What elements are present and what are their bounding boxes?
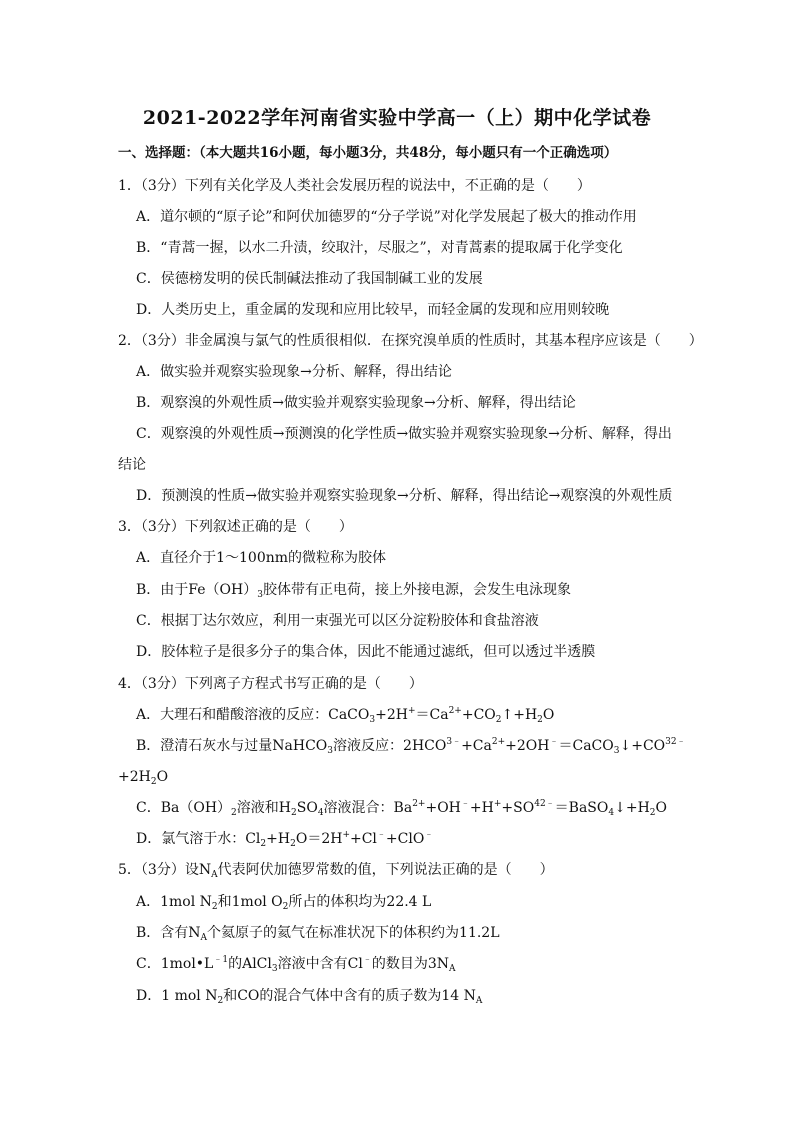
question-2-option-a: A．做实验并观察实验现象→分析、解释，得出结论 (136, 364, 452, 380)
section-heading: 一、选择题：（本大题共16小题，每小题3分，共48分，每小题只有一个正确选项） (118, 145, 618, 161)
question-2-option-c: C．观察溴的外观性质→预测溴的化学性质→做实验并观察实验现象→分析、解释，得出 (136, 426, 672, 442)
question-3-option-c: C．根据丁达尔效应，利用一束强光可以区分淀粉胶体和食盐溶液 (136, 613, 539, 629)
question-1-option-a: A．道尔顿的“原子论”和阿伏加德罗的“分子学说”对化学发展起了极大的推动作用 (136, 209, 637, 225)
question-3-stem: 3．（3分）下列叙述正确的是（ ） (118, 519, 353, 535)
question-2-option-b: B．观察溴的外观性质→做实验并观察实验现象→分析、解释，得出结论 (136, 395, 576, 411)
question-1-stem: 1．（3分）下列有关化学及人类社会发展历程的说法中，不正确的是（ ） (118, 178, 591, 194)
question-4-option-c: C．$Ba(OH)_2$溶液和$H_2SO_4$溶液混合：$Ba^{2+}+OH^﹣+H^++SO^{42﹣}=BaSO_4↓+H_2O$ (136, 799, 667, 818)
question-3-option-a: A．直径介于1～100nm的微粒称为胶体 (136, 550, 387, 566)
question-4-option-d: D．氯气溶于水：$Cl_2+H_2O=2H^++Cl^﹣+ClO^﹣$ (136, 830, 434, 849)
question-5-option-c: C．$1mol•L^{﹣1}$的AlCl$_3$溶液中含有Cl﹣的数目为$3N_A$ (136, 955, 456, 974)
question-5-option-d: D．1 mol $N_2$和CO的混合气体中含有的质子数为14 $N_A$ (136, 988, 483, 1006)
question-1-option-d: D．人类历史上，重金属的发现和应用比较早，而轻金属的发现和应用则较晚 (136, 302, 610, 318)
question-4-option-b-wrap: $+2H_2O$ (118, 769, 169, 787)
question-4-option-a: A．大理石和醋酸溶液的反应：$CaCO_3+2H^+=Ca^{2+}+CO_2↑+H_2O$ (136, 706, 555, 725)
question-5-option-b: B．含有$N_A$个氦原子的氦气在标准状况下的体积约为11.2L (136, 925, 500, 943)
question-1-option-c: C．侯德榜发明的侯氏制碱法推动了我国制碱工业的发展 (136, 271, 483, 287)
exam-title: 2021-2022学年河南省实验中学高一（上）期中化学试卷 (142, 107, 652, 129)
question-3-option-d: D．胶体粒子是很多分子的集合体，因此不能通过滤纸，但可以透过半透膜 (136, 644, 596, 660)
question-4-stem: 4．（3分）下列离子方程式书写正确的是（ ） (118, 676, 423, 692)
question-4-option-b: B．澄清石灰水与过量NaHCO$_3$溶液反应：$2HCO^{3﹣}+Ca^{2+}+2OH^﹣=CaCO_3↓+CO^{32﹣}$ (136, 737, 686, 756)
question-5-option-a: A．1mol $N_2$和1mol $O_2$所占的体积均为22.4 L (136, 894, 432, 912)
question-2-option-d: D．预测溴的性质→做实验并观察实验现象→分析、解释，得出结论→观察溴的外观性质 (136, 488, 673, 504)
question-1-option-b: B．“青蒿一握，以水二升渍，绞取汁，尽服之”，对青蒿素的提取属于化学变化 (136, 240, 623, 256)
question-2-stem: 2．（3分）非金属溴与氯气的性质很相似．在探究溴单质的性质时，其基本程序应该是（ ） (118, 333, 703, 349)
question-2-option-c-wrap: 结论 (118, 457, 146, 473)
question-3-option-b: B．由于$Fe(OH)_3$胶体带有正电荷，接上外接电源，会发生电泳现象 (136, 582, 571, 600)
question-5-stem: 5．（3分）设$N_A$代表阿伏加德罗常数的值，下列说法正确的是（ ） (118, 862, 554, 880)
